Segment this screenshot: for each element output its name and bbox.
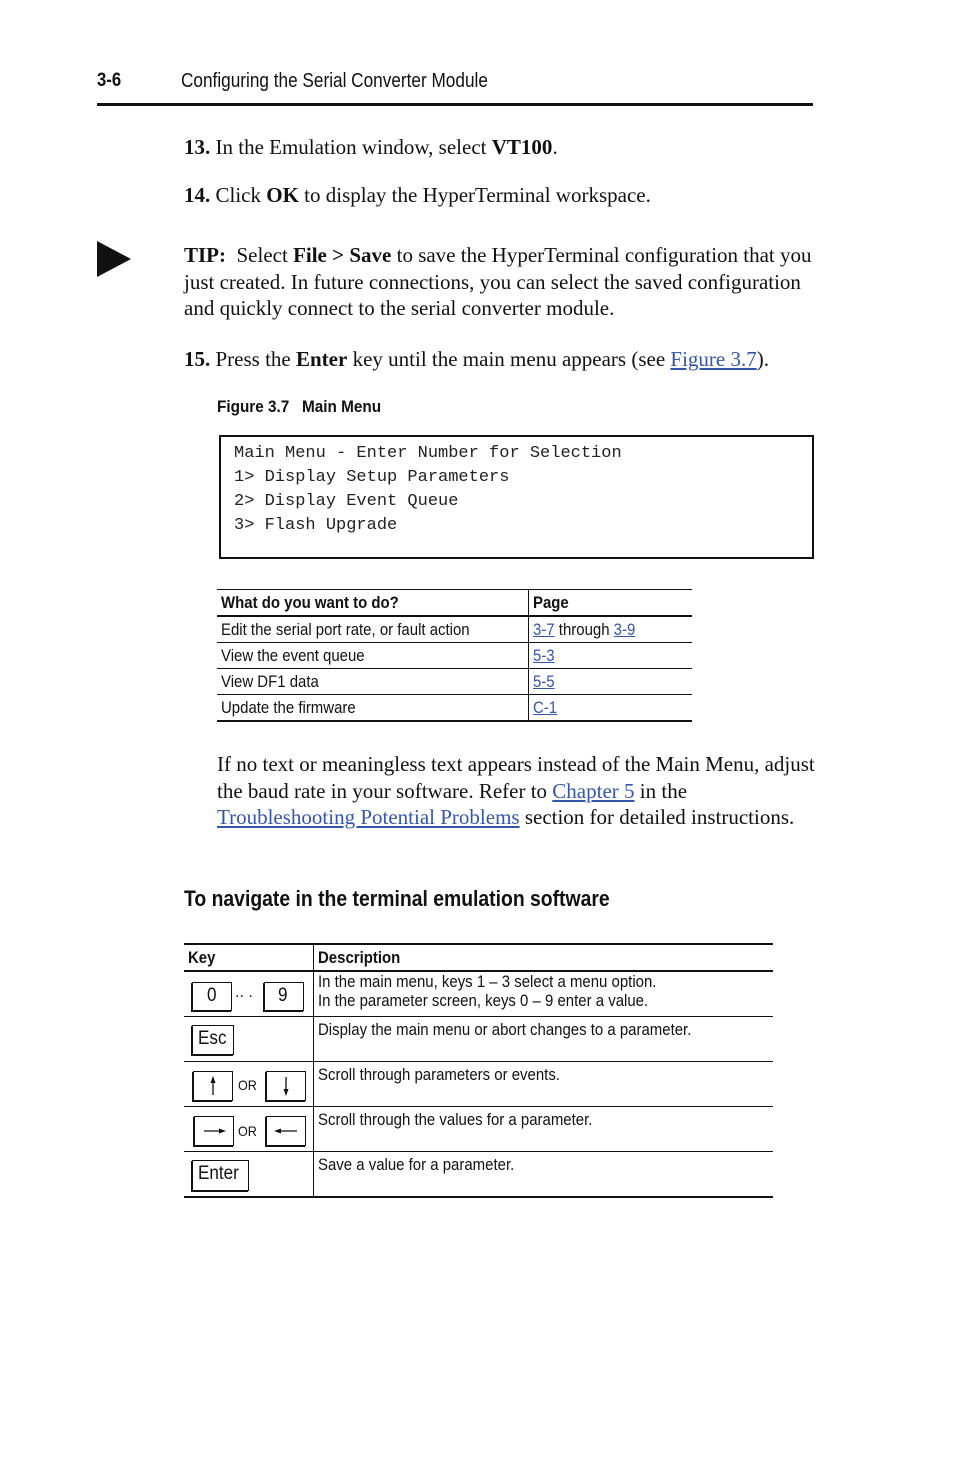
step-text: to display the HyperTerminal workspace. [298,183,651,207]
step-text: . [552,135,558,159]
note-text: If no text or meaningless text appears instead of the Main Menu, adjust the baud rate in your software. Refer to [217,752,815,803]
table-row [217,616,692,643]
page-link[interactable]: C-1 [533,697,558,717]
left-arrow-icon [267,1117,305,1145]
page-cell [529,616,693,643]
troubleshooting-link[interactable]: Troubleshooting Potential Problems [217,805,520,829]
task-page-table [217,589,692,722]
column-header: What do you want to do? [217,590,529,617]
page-link[interactable]: 3-7 [533,619,555,639]
baud-rate-note [217,751,827,831]
tip-text: to save the HyperTerminal configuration that you just created. In future connections, you can select the saved configuration and quickly connect to the serial converter module. [184,243,812,320]
table-row [184,1017,773,1062]
step-number: 15. [184,347,211,371]
task-cell: View DF1 data [217,669,529,695]
step-bold-term: Enter [296,347,348,371]
tip-paragraph [184,242,824,322]
note-text: section for detailed instructions. [519,805,795,829]
key-cell [184,1062,314,1107]
section-heading: To navigate in the terminal emulation software [184,886,610,911]
key-9-box: 9 [264,982,304,1011]
column-header: Page [529,590,693,617]
or-label: OR [238,1077,257,1093]
running-header-title: Configuring the Serial Converter Module [181,70,488,92]
page-cell [529,643,693,669]
step-text: ). [756,347,769,371]
menu-line: 3> Flash Upgrade [234,516,398,535]
table-row [184,1062,773,1107]
column-header: Description [314,944,774,971]
description-cell: Scroll through the values for a parameter. [314,1107,774,1152]
table-row [184,1107,773,1152]
key-cell [184,1107,314,1152]
range-dots: .. . [235,984,253,1001]
step-15 [184,349,769,370]
figure-3-7-link[interactable]: Figure 3.7 [670,347,757,371]
description-cell: In the main menu, keys 1 – 3 select a menu option. In the parameter screen, keys 0 – 9 enter a value. [314,971,774,1017]
table-header-row [217,590,692,617]
description-cell: Save a value for a parameter. [314,1152,774,1198]
menu-line: 1> Display Setup Parameters [234,468,510,487]
tip-label: TIP: [184,243,226,267]
description-cell: Scroll through parameters or events. [314,1062,774,1107]
up-arrow-key-box [193,1071,233,1101]
through-text: through [554,619,614,639]
or-label: OR [238,1123,257,1139]
tip-text: Select [236,243,294,267]
step-number: 13. [184,135,211,159]
step-bold-term: VT100 [491,135,553,159]
esc-key-box: Esc [192,1025,234,1055]
right-arrow-icon [195,1117,233,1145]
table-header-row [184,944,773,971]
step-text: Click [215,183,267,207]
column-header: Key [184,944,314,971]
key-cell [184,1152,314,1198]
key-cell [184,971,314,1017]
page-number: 3-6 [97,70,122,91]
step-text: In the Emulation window, select [215,135,492,159]
task-cell: Update the firmware [217,695,529,722]
key-cell [184,1017,314,1062]
description-cell: Display the main menu or abort changes to a parameter. [314,1017,774,1062]
tip-bold-term: File > Save [293,243,392,267]
step-number: 14. [184,183,211,207]
task-cell: View the event queue [217,643,529,669]
step-text: Press the [215,347,296,371]
step-text: key until the main menu appears (see [347,347,671,371]
table-row [217,669,692,695]
figure-caption: Figure 3.7 Main Menu [217,397,382,416]
down-arrow-key-box [266,1071,306,1101]
header-rule [97,103,813,106]
table-row [184,1152,773,1198]
main-menu-screen [219,435,814,559]
key-description-table [184,943,773,1198]
task-cell: Edit the serial port rate, or fault action [217,616,529,643]
menu-line: 2> Display Event Queue [234,492,459,511]
note-text: in the [634,778,688,803]
page-cell [529,695,693,722]
menu-line: Main Menu - Enter Number for Selection [234,444,622,463]
page-link[interactable]: 5-5 [533,671,555,691]
tip-arrow-icon [97,241,131,277]
page-link[interactable]: 3-9 [613,619,636,639]
table-row [217,643,692,669]
enter-key-box: Enter [192,1160,249,1191]
page-link[interactable]: 5-3 [533,645,555,665]
step-14 [184,185,651,206]
table-row [184,971,773,1017]
chapter-5-link[interactable]: Chapter 5 [552,778,635,803]
left-arrow-key-box [266,1116,306,1146]
page-cell [529,669,693,695]
step-bold-term: OK [266,183,299,207]
down-arrow-icon [267,1072,305,1100]
step-13 [184,137,558,158]
key-0-box: 0 [192,982,232,1011]
up-arrow-icon [194,1072,232,1100]
right-arrow-key-box [194,1116,234,1146]
table-row [217,695,692,722]
